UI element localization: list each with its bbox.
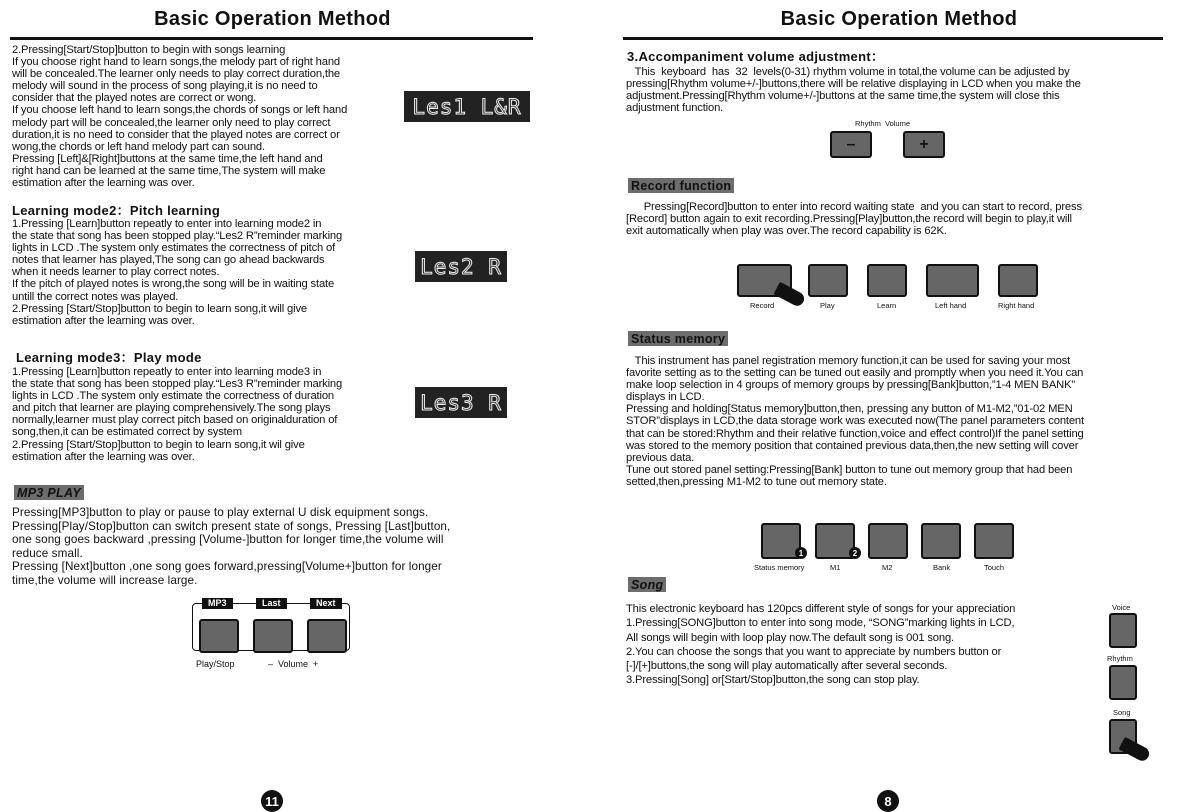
song-label: Song	[1113, 708, 1131, 717]
lcd-text: Les1 L&R	[412, 94, 522, 119]
volume-down-button[interactable]	[253, 619, 293, 653]
lcd-text: Les2 R	[420, 254, 502, 279]
lcd-text: Les3 R	[420, 390, 502, 415]
play-stop-button[interactable]	[199, 619, 239, 653]
mode2-heading: Learning mode2：Pitch learning	[12, 203, 221, 218]
mp3-play-tag: MP3 PLAY	[14, 485, 84, 500]
accompaniment-text: This keyboard has 32 levels(0-31) rhythm volume in total,the volume can be adjusted by pressing[Rhythm volume+/-]buttons,there will be relative displaying in LCD when you make the adjustment.Pressing[Rhythm volume+/-]buttons at the same time,the system will close this adjustment function.	[626, 66, 1081, 115]
page-number: 11	[261, 790, 283, 812]
status-memory-text: This instrument has panel registration memory function,it can be used for saving your most favorite setting as to the setting can be tuned out easily and promptly when you need it.You can make loop selection in 4 groups of memory groups by pressing[Bank]button,”1-4 MEN BANK” displays in LCD. Pressing and holding[Status memory]button,then, pressing any button of M1-M2,”01-02 MEN STOR”displays in LCD,the data storage work was executed now(The panel parameters content that can be stored:Rhythm and their relative function,voice and effect control)If the panel setting was stored to the memory position that contained previous data,then,the new setting will cover previous data. Tune out stored panel setting:Pressing[Bank] button to tune out memory group that had been setted,then,pressing M1-M2 to tune out memory state.	[626, 355, 1084, 488]
right-hand-button[interactable]	[998, 264, 1038, 297]
learn-label: Learn	[877, 301, 897, 310]
left-hand-button[interactable]	[926, 264, 979, 297]
mode3-text: 1.Pressing [Learn]button repeatly to enter into learning mode3 in the state that song has been stopped play.“Les3 R”reminder marking lights in LCD .The system only estimate the correctness of duration and pitch that learner are playing comprehensively.The song plays normally,learner must play correct pitch based on originalduration of song,then,it can be estimated correct by system 2.Pressing [Start/Stop]button to begin to learn song,it wil give estimation after the learning was over.	[12, 366, 343, 463]
record-function-tag: Record function	[628, 178, 734, 193]
mp3-label: MP3	[202, 598, 233, 609]
status-memory-tag: Status memory	[628, 331, 728, 346]
last-label: Last	[256, 598, 287, 609]
status-memory-label: Status memory	[754, 563, 805, 572]
left-hand-label: Left hand	[935, 301, 967, 310]
right-page	[615, 0, 1183, 812]
rhythm-volume-minus-button[interactable]: –	[830, 131, 872, 158]
voice-label: Voice	[1112, 603, 1131, 612]
bank-button[interactable]	[921, 523, 961, 559]
page-number: 8	[877, 790, 899, 812]
touch-label: Touch	[984, 563, 1005, 572]
mode2-text: 1.Pressing [Learn]button repeatly to enter into learning mode2 in the state that song has been stopped play.“Les2 R”reminder marking lights in LCD .The system only estimates the correctness of pitch of notes that learner has played,The song can go ahead backwards when it needs learner to play correct notes. If the pitch of played notes is wrong,the song will be in waiting state untill the correct notes was played. 2.Pressing [Start/Stop]button to begin to learn song,it will give estimation after the learning was over.	[12, 218, 343, 327]
song-tag: Song	[628, 577, 666, 592]
lcd-display-les3	[415, 387, 507, 418]
touch-button[interactable]	[974, 523, 1014, 559]
step-2-badge: 2	[849, 547, 861, 559]
lcd-display-les2	[415, 251, 507, 282]
learn-mode1-text: 2.Pressing[Start/Stop]button to begin with songs learning If you choose right hand to learn songs,the melody part of right hand will be concealed.The learner only needs to play correct duration,the melody will sound in the process of song playing,it is no need to consider that the played notes are correct or wong. If you choose left hand to learn songs,the chords of songs or left hand melody part will be concealed,the learner only need to play correct duration,it is no need to consider that the played notes are correct or wong,the chords or left hand melody part can sound. Pressing [Left]&[Right]buttons at the same time,the left hand and right hand can be learned at the same time,The system will make estimation after the learning was over.	[12, 44, 348, 190]
play-button[interactable]	[808, 264, 848, 297]
play-stop-label: Play/Stop	[196, 659, 235, 669]
m2-button[interactable]	[868, 523, 908, 559]
voice-button[interactable]	[1109, 613, 1137, 648]
mp3-text: Pressing[MP3]button to play or pause to play external U disk equipment songs. Pressing[Play/Stop]button can switch present state of songs, Pressing [Last]button, one song goes backward ,pressing [Volume-]button for longer time,the volume will reduce small. Pressing [Next]button ,one song goes forward,pressing[Volume+]button for longer time,the volume will increase large.	[12, 506, 451, 587]
lcd-display-les1	[404, 91, 530, 122]
learn-button[interactable]	[867, 264, 907, 297]
bank-label: Bank	[933, 563, 951, 572]
right-page-title: Basic Operation Method	[780, 8, 1018, 30]
left-page-title: Basic Operation Method	[154, 8, 391, 30]
m2-label: M2	[882, 563, 893, 572]
volume-label: – Volume +	[268, 659, 319, 669]
play-label: Play	[820, 301, 835, 310]
volume-up-button[interactable]	[307, 619, 347, 653]
title-rule	[10, 37, 533, 40]
record-label: Record	[750, 301, 775, 310]
title-rule	[623, 37, 1163, 40]
rhythm-volume-label: Rhythm Volume	[855, 119, 911, 128]
next-label: Next	[310, 598, 342, 609]
song-text: This electronic keyboard has 120pcs different style of songs for your appreciation 1.Pressing[SONG]button to enter into song mode, “SONG”marking lights in LCD, All songs will begin with loop play now.The default song is 001 song. 2.You can choose the songs that you want to appreciate by numbers button or [-]/[+]buttons,the song will play automatically after several seconds. 3.Pressing[Song] or[Start/Stop]button,the song can stop play.	[626, 603, 1016, 687]
left-page	[0, 0, 545, 812]
m1-label: M1	[830, 563, 841, 572]
rhythm-button[interactable]	[1109, 665, 1137, 700]
record-text: Pressing[Record]button to enter into record waiting state and you can start to record, press [Record] button again to exit recording.Pressing[Play]button,the record will begin to play,it will exit automatically when play was over.The record capability is 62K.	[626, 201, 1082, 238]
accompaniment-heading: 3.Accompaniment volume adjustment：	[627, 49, 885, 64]
mode3-heading: Learning mode3：Play mode	[16, 350, 202, 365]
step-1-badge: 1	[795, 547, 807, 559]
right-hand-label: Right hand	[998, 301, 1035, 310]
rhythm-volume-plus-button[interactable]: +	[903, 131, 945, 158]
rhythm-label: Rhythm	[1107, 654, 1133, 663]
